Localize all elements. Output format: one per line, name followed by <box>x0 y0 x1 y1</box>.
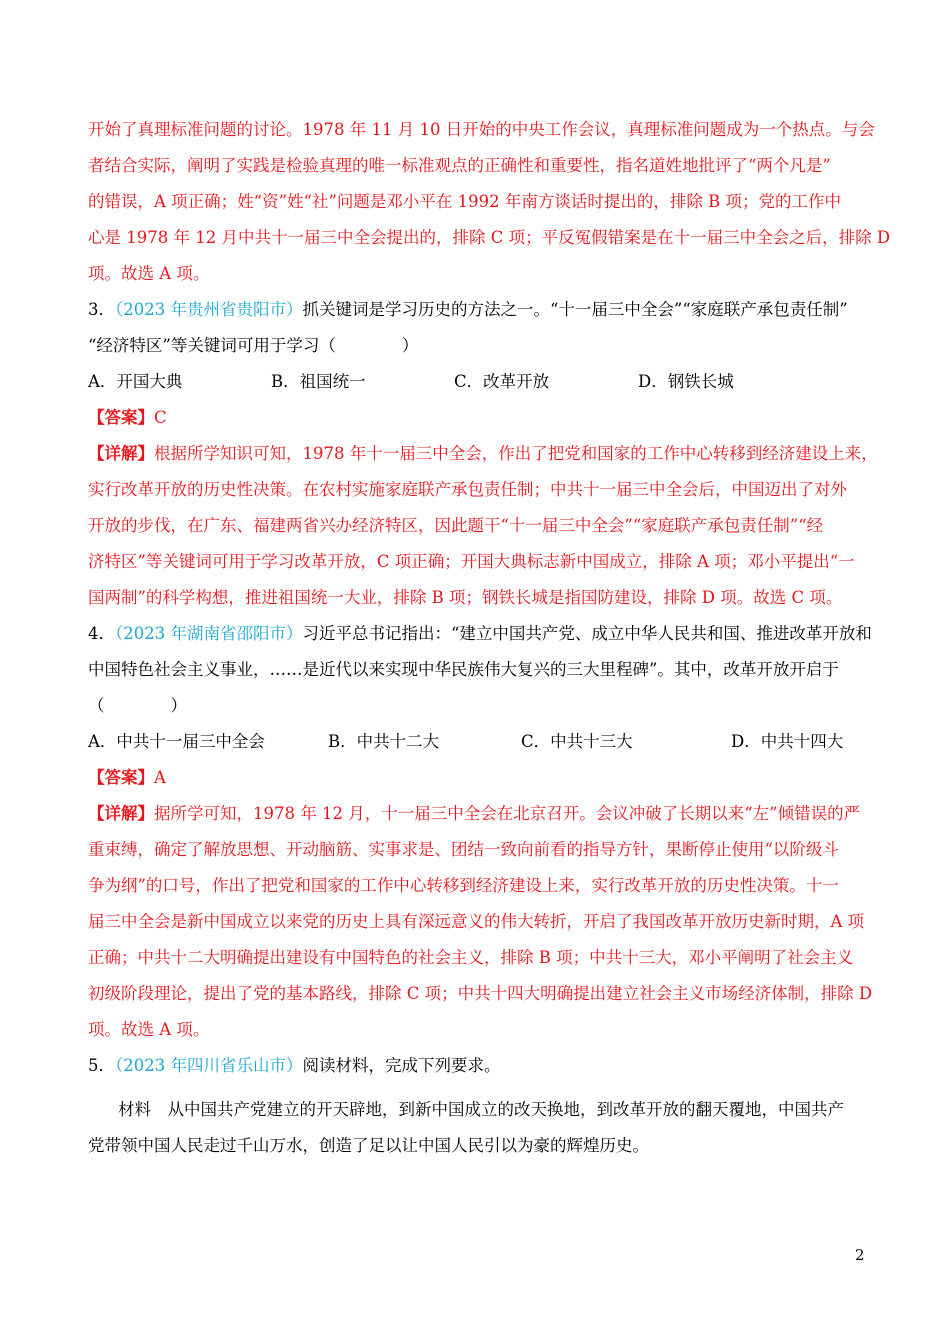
explain-line: 重束缚，确定了解放思想、开动脑筋、实事求是、团结一致向前看的指导方针，果断停止使用“以阶级斗 <box>88 840 839 859</box>
answer-value: C <box>154 408 167 427</box>
explain-line: 项。故选 A 项。 <box>88 264 210 283</box>
explain-line: 的错误，A 项正确；姓“资”姓“社”问题是邓小平在 1992 年南方谈话时提出的，排除 B 项；党的工作中 <box>88 192 841 211</box>
page-number: 2 <box>855 1246 865 1264</box>
option-d: D．中共十四大 <box>731 732 844 751</box>
explain-line: 开始了真理标准问题的讨论。1978 年 11 月 10 日开始的中央工作会议，真理标准问题成为一个热点。与会 <box>88 120 875 139</box>
explain-line: 国两制”的科学构想，推进祖国统一大业，排除 B 项；钢铁长城是指国防建设，排除 D 项。故选 C 项。 <box>88 588 843 607</box>
question-source: （2023 年贵州省贵阳市） <box>115 300 303 319</box>
option-list <box>88 724 868 760</box>
option-b: B．中共十二大 <box>328 732 440 751</box>
explain-line: 项。故选 A 项。 <box>88 1020 210 1039</box>
explain-text: 据所学可知，1978 年 12 月，十一届三中全会在北京召开。会议冲破了长期以来“左”倾错误的严 <box>154 804 861 823</box>
explain-line: 初级阶段理论，提出了党的基本路线，排除 C 项；中共十四大明确提出建立社会主义市场经济体制，排除 D <box>88 984 873 1003</box>
explain-tag: 【详解】 <box>88 804 154 823</box>
answer-tag: 【答案】 <box>88 408 154 427</box>
question-3 <box>88 292 878 616</box>
question-4 <box>88 616 873 1048</box>
question-stem <box>88 1048 868 1084</box>
answer-line <box>88 760 868 796</box>
question-number: 4． <box>88 624 115 643</box>
explanation-line <box>88 436 878 472</box>
option-c: C．改革开放 <box>454 372 550 391</box>
document-page <box>88 112 891 1164</box>
material-text: 材料 从中国共产党建立的开天辟地，到新中国成立的改天换地，到改革开放的翻天覆地，中国共产 <box>118 1100 844 1119</box>
stem-text: 中国特色社会主义事业，……是近代以来实现中华民族伟大复兴的三大里程碑”。其中，改革开放开启于 <box>88 660 839 679</box>
explain-line: 心是 1978 年 12 月中共十一届三中全会提出的，排除 C 项；平反冤假错案是在十一届三中全会之后，排除 D <box>88 228 891 247</box>
question-5 <box>88 1048 868 1164</box>
explain-text: 根据所学知识可知，1978 年十一届三中全会，作出了把党和国家的工作中心转移到经济建设上来， <box>154 444 878 463</box>
stem-text: 习近平总书记指出：“建立中国共产党、成立中华人民共和国、推进改革开放和 <box>302 624 872 643</box>
explain-line: 实行改革开放的历史性决策。在农村实施家庭联产承包责任制；中共十一届三中全会后，中国迈出了对外 <box>88 480 847 499</box>
answer-line <box>88 400 868 436</box>
explanation-line <box>88 796 868 832</box>
option-d: D．钢铁长城 <box>638 372 734 391</box>
answer-value: A <box>154 768 166 787</box>
explain-line: 开放的步伐，在广东、福建两省兴办经济特区，因此题干“十一届三中全会”“家庭联产承包责任制”“经 <box>88 516 824 535</box>
option-list <box>88 364 868 400</box>
q2-explanation <box>88 112 891 292</box>
stem-text: （ ） <box>88 696 187 715</box>
material-text: 党带领中国人民走过千山万水，创造了足以让中国人民引以为豪的辉煌历史。 <box>88 1136 649 1155</box>
stem-text: 抓关键词是学习历史的方法之一。“十一届三中全会”“家庭联产承包责任制” <box>302 300 848 319</box>
explain-line: 济特区”等关键词可用于学习改革开放，C 项正确；开国大典标志新中国成立，排除 A 项；邓小平提出“一 <box>88 552 855 571</box>
stem-text: “经济特区”等关键词可用于学习（ ） <box>88 336 419 355</box>
stem-text: 阅读材料，完成下列要求。 <box>302 1056 501 1075</box>
option-b: B．祖国统一 <box>271 372 366 391</box>
explain-line: 者结合实际，阐明了实践是检验真理的唯一标准观点的正确性和重要性，指名道姓地批评了“两个凡是” <box>88 156 831 175</box>
option-a: A．开国大典 <box>88 372 183 391</box>
question-number: 3． <box>88 300 115 319</box>
explain-line: 争为纲”的口号，作出了把党和国家的工作中心转移到经济建设上来，实行改革开放的历史性决策。十一 <box>88 876 839 895</box>
question-stem <box>88 616 872 652</box>
question-stem <box>88 292 868 328</box>
question-source: （2023 年湖南省邵阳市） <box>115 624 303 643</box>
explain-tag: 【详解】 <box>88 444 154 463</box>
explain-line: 正确；中共十二大明确提出建设有中国特色的社会主义，排除 B 项；中共十三大，邓小平阐明了社会主义 <box>88 948 854 967</box>
question-number: 5． <box>88 1056 115 1075</box>
question-source: （2023 年四川省乐山市） <box>115 1056 303 1075</box>
explain-line: 届三中全会是新中国成立以来党的历史上具有深远意义的伟大转折，开启了我国改革开放历史新时期，A 项 <box>88 912 865 931</box>
option-a: A．中共十一届三中全会 <box>88 732 265 751</box>
option-c: C．中共十三大 <box>521 732 633 751</box>
answer-tag: 【答案】 <box>88 768 154 787</box>
